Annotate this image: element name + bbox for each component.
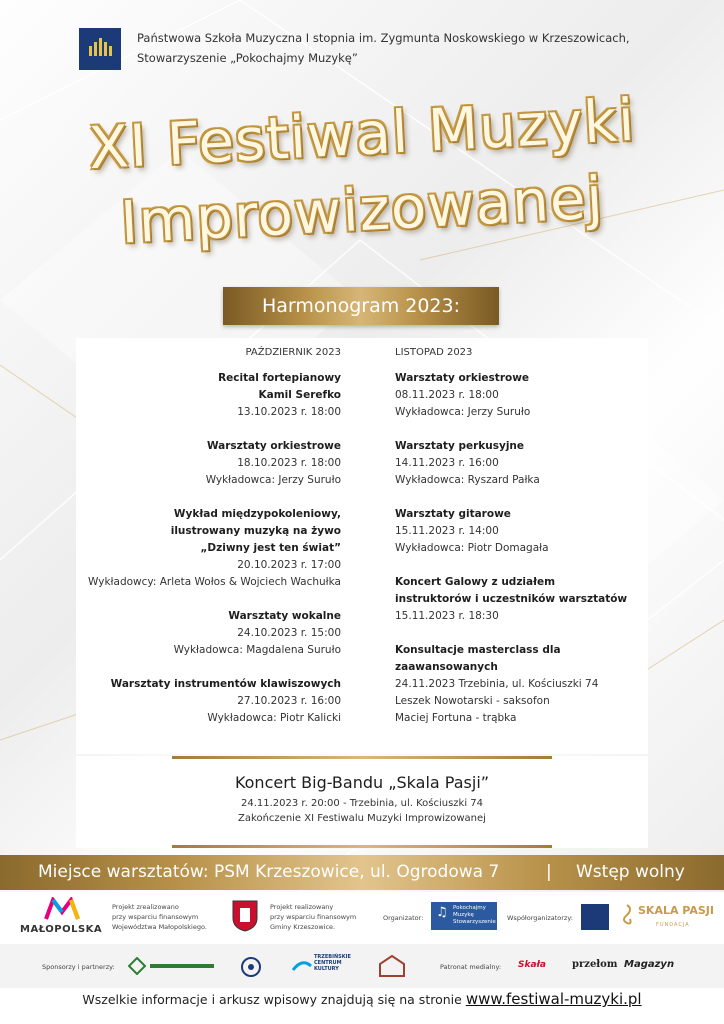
gold-divider-top — [172, 756, 552, 759]
funding-text-region — [112, 902, 207, 932]
event-detail: Wykładowca: Magdalena Surułο — [173, 644, 341, 656]
funding-line: Projekt realizowany — [270, 903, 334, 911]
october-column — [76, 338, 341, 744]
event-title: Konsultacje masterclass dla zaawansowanych — [395, 644, 561, 673]
event — [395, 506, 648, 557]
organizer-name: Stowarzyszenie — [453, 919, 496, 925]
organizer-name: Muzykę — [453, 912, 474, 918]
tck-label-line: KULTURY — [314, 966, 339, 972]
funding-line: Gminy Krzeszowice. — [270, 923, 336, 931]
music-note-icon: ♫ — [436, 905, 448, 920]
event-detail: Wykładowca: Ryszard Pałka — [395, 474, 540, 486]
month-heading-november: LISTOPAD 2023 — [395, 347, 473, 358]
event-detail: 20.10.2023 r. 17:00 — [237, 559, 341, 571]
event-title: Kamil Serefko — [258, 389, 341, 401]
funding-text-gmina — [270, 902, 356, 932]
workshop-location: Miejsce warsztatów: PSM Krzeszowice, ul. Ogrodowa 7 — [38, 862, 500, 882]
tck-logo-icon — [292, 958, 312, 974]
krzeszowice-crest-icon — [232, 900, 258, 932]
concert-title: Koncert Big-Bandu „Skala Pasji” — [234, 773, 490, 792]
funding-row — [0, 892, 724, 944]
funding-line: Projekt zrealizowano — [112, 903, 179, 911]
event-detail: Wykładowca: Jerzy Surułο — [205, 474, 341, 486]
festival-title-line-1: XI Festiwal Muzyki — [87, 85, 637, 183]
header-line-1: Państwowa Szkoła Muzyczna I stopnia im. Zygmunta Noskowskiego w Krzeszowicach, — [137, 31, 630, 45]
media-magazyn: Magazyn — [624, 959, 675, 970]
event-title: ilustrowany muzyką na żywo — [170, 525, 341, 537]
event-detail: 15.11.2023 r. 14:00 — [395, 525, 499, 537]
organizer-name: Pokochajmy — [453, 905, 486, 911]
event — [395, 438, 648, 489]
media-przelom: przełom — [572, 959, 618, 970]
event-title: „Dziwny jest ten świat” — [200, 542, 341, 554]
event — [395, 574, 648, 625]
event-detail: 08.11.2023 r. 18:00 — [395, 389, 499, 401]
sponsor-logo-icon — [128, 957, 218, 975]
event-detail: Wykładowca: Jerzy Surułο — [395, 406, 531, 418]
event-detail: 14.11.2023 r. 16:00 — [395, 457, 499, 469]
coorganizers-label: Współorganizatorzy: — [507, 914, 573, 922]
skala-pasji-label: SKALA PASJI — [638, 904, 714, 917]
funding-line: przy wsparciu finansowym — [112, 913, 199, 921]
footer — [0, 988, 724, 1024]
funding-line: Województwa Małopolskiego. — [112, 923, 207, 931]
malopolska-label: MAŁOPOLSKA — [20, 924, 103, 935]
event-title: Recital fortepianowy — [218, 372, 341, 384]
skala-pasji-sub: FUNDACJA — [656, 922, 690, 928]
festival-website-link[interactable]: www.festiwal-muzyki.pl — [465, 990, 642, 1008]
event — [395, 370, 648, 421]
event — [76, 506, 341, 591]
festival-title-line-2: Improwizowanej — [118, 163, 606, 257]
schedule-panel — [76, 338, 648, 754]
event-title: Warsztaty instrumentów klawiszowych — [110, 678, 341, 690]
concert-when: 24.11.2023 r. 20:00 - Trzebinia, ul. Kościuszki 74 — [240, 798, 484, 809]
tck-label-line: CENTRUM — [314, 960, 342, 966]
event-detail: 27.10.2023 r. 16:00 — [237, 695, 341, 707]
media-skala: Skała — [518, 960, 546, 970]
event-title: Warsztaty orkiestrowe — [206, 440, 341, 452]
organizer-logo — [431, 902, 497, 930]
info-separator: | — [546, 862, 552, 882]
free-entry: Wstęp wolny — [576, 862, 685, 882]
event-title: Koncert Galowy z udziałem — [395, 576, 556, 588]
event — [76, 676, 341, 727]
event-detail: Wykładowca: Piotr Domagała — [395, 542, 549, 554]
patronage-label: Patronat medialny: — [440, 963, 502, 971]
sponsors-row — [0, 944, 724, 988]
malopolska-logo-icon — [44, 897, 80, 921]
event-title: Warsztaty perkusyjne — [395, 440, 525, 452]
event-title: Wykład międzypokoleniowy, — [173, 508, 341, 520]
event — [76, 370, 341, 421]
concert-box — [76, 756, 648, 848]
schedule-banner: Harmonogram 2023: — [223, 287, 499, 325]
event-detail: 24.11.2023 Trzebinia, ul. Kościuszki 74 — [395, 678, 599, 690]
treble-clef-icon — [618, 903, 636, 927]
school-logo-small — [581, 904, 609, 930]
event-detail: 18.10.2023 r. 18:00 — [237, 457, 341, 469]
footer-text: Wszelkie informacje i arkusz wpisowy znajdują się na stronie — [82, 992, 462, 1007]
tck-label-line: TRZEBIŃSKIE — [314, 954, 351, 960]
event-detail: Wykładowca: Piotr Kalicki — [207, 712, 341, 724]
funding-line: przy wsparciu finansowym — [270, 913, 357, 921]
header — [79, 28, 630, 70]
event — [76, 608, 341, 659]
concert-note: Zakończenie XI Festiwalu Muzyki Improwizowanej — [238, 813, 486, 824]
event-title: instruktorów i uczestników warsztatów — [395, 593, 628, 605]
event-title: Warsztaty wokalne — [228, 610, 341, 622]
info-bar — [0, 855, 724, 890]
tck-label — [314, 954, 351, 972]
november-column — [395, 338, 648, 744]
event-detail: Leszek Nowotarski - saksofon — [395, 695, 550, 707]
school-logo — [79, 28, 121, 70]
event-detail: 13.10.2023 r. 18:00 — [237, 406, 341, 418]
sponsors-label: Sponsorzy i partnerzy: — [42, 963, 115, 971]
header-line-2: Stowarzyszenie „Pokochajmy Muzykę” — [137, 51, 358, 65]
event-title: Warsztaty gitarowe — [395, 508, 511, 520]
month-heading-october: PAŹDZIERNIK 2023 — [245, 347, 341, 358]
building-logo-icon — [378, 954, 406, 978]
organizer-label: Organizator: — [383, 914, 424, 922]
gold-divider-bottom — [172, 845, 552, 848]
event-detail: Wykładowcy: Arleta Wołos & Wojciech Wachułka — [88, 576, 341, 588]
event-detail: Maciej Fortuna - trąbka — [395, 712, 517, 724]
event — [76, 438, 341, 489]
organizers-text — [137, 28, 630, 68]
event-detail: 15.11.2023 r. 18:30 — [395, 610, 499, 622]
event-detail: 24.10.2023 r. 15:00 — [237, 627, 341, 639]
partner-logo-icon — [238, 956, 264, 978]
event-title: Warsztaty orkiestrowe — [395, 372, 530, 384]
event — [395, 642, 648, 727]
